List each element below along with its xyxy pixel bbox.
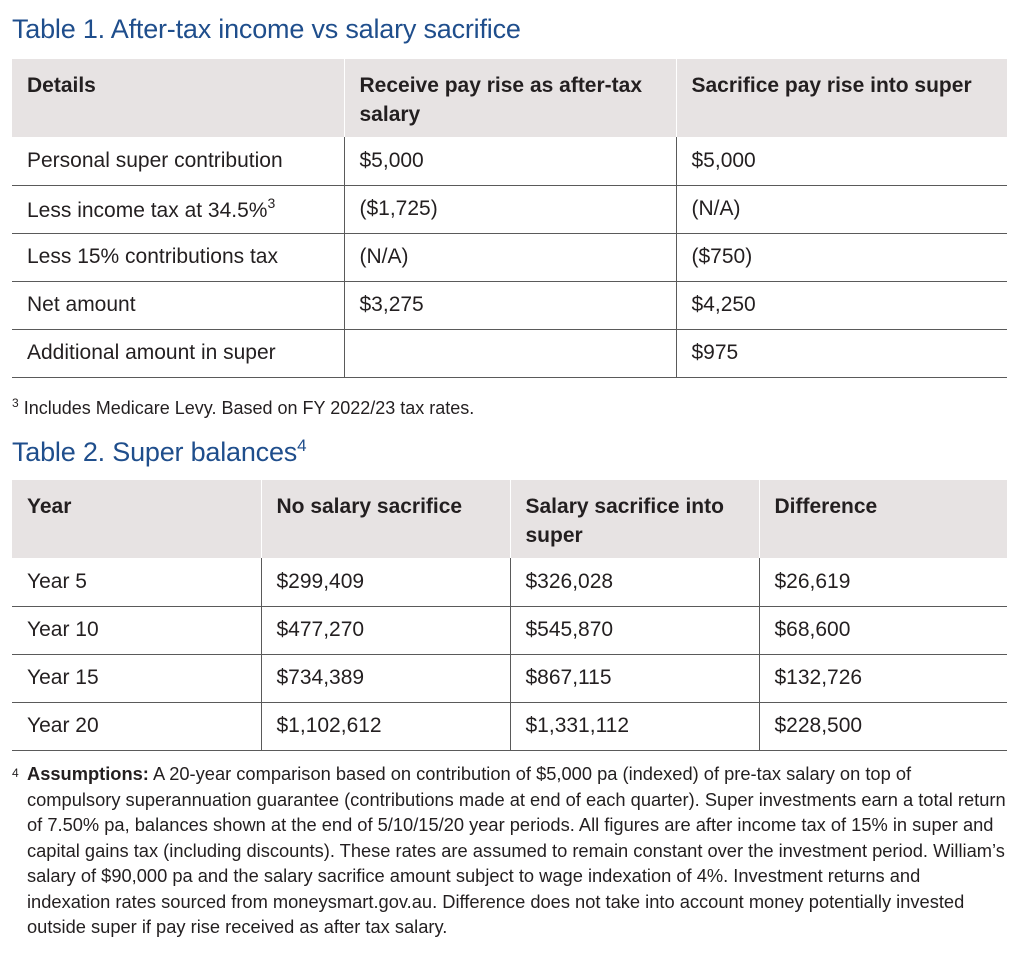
table-row [12,233,1007,281]
assumptions-text: A 20-year comparison based on contribution of $5,000 pa (indexed) of pre-tax salary on top of compulsory superannuation guarantee (contributions made at end of each quarter). Super investments earn a total return of 7.50% pa, balances shown at the end of 5/10/15/20 year periods. All figures are after income tax of 15% in super and capital gains tax (including discounts). These rates are assumed to remain constant over the investment period. William’s salary of $90,000 pa and the salary sacrifice amount subject to wage indexation of 4%. Investment returns and indexation rates sourced from moneysmart.gov.au. Difference does not take into account money potentially invested outside super if pay rise received as after tax salary. [27,763,1006,937]
table-cell: $326,028 [510,558,759,606]
table2-header-row [12,480,1007,558]
table1 [12,59,1007,378]
table-cell: $26,619 [759,558,1007,606]
table-cell: Personal super contribution [12,137,344,185]
table-cell: $228,500 [759,702,1007,750]
table1-header-sacrifice: Sacrifice pay rise into super [676,59,1007,137]
table-cell: Less 15% contributions tax [12,233,344,281]
table-cell: $3,275 [344,281,676,329]
table-cell: $545,870 [510,606,759,654]
table2-header-difference: Difference [759,480,1007,558]
footnote-marker: 4 [297,436,307,455]
table-cell: $1,102,612 [261,702,510,750]
table-cell: $132,726 [759,654,1007,702]
table-cell: Year 15 [12,654,261,702]
footnote-3-text: Includes Medicare Levy. Based on FY 2022/23 tax rates. [23,398,475,418]
table2-header-no-sacrifice: No salary sacrifice [261,480,510,558]
table-row [12,185,1007,233]
table-cell: $477,270 [261,606,510,654]
table-cell: ($750) [676,233,1007,281]
table-cell: $5,000 [344,137,676,185]
table-cell: $975 [676,329,1007,377]
table-cell: $68,600 [759,606,1007,654]
table1-title: Table 1. After-tax income vs salary sacrifice [12,14,521,44]
table-cell: $299,409 [261,558,510,606]
footnote-marker: 3 [267,195,276,211]
footnote-marker: 3 [12,396,19,410]
table-row [12,329,1007,377]
table-cell: $867,115 [510,654,759,702]
footnote-4-text [27,761,1008,940]
table1-header-details: Details [12,59,344,137]
table-row [12,281,1007,329]
table-cell: $4,250 [676,281,1007,329]
table-cell: $1,331,112 [510,702,759,750]
table-cell [344,329,676,377]
footnote-marker: 4 [12,766,19,780]
table-cell: ($1,725) [344,185,676,233]
table1-header-row [12,59,1007,137]
table2-header-year: Year [12,480,261,558]
assumptions-label: Assumptions: [27,763,149,784]
table-row [12,137,1007,185]
footnote-3 [12,396,474,419]
table1-header-after-tax: Receive pay rise as after-tax salary [344,59,676,137]
table-cell: (N/A) [344,233,676,281]
table-cell: Net amount [12,281,344,329]
table2 [12,480,1007,751]
table-cell: Less income tax at 34.5%$^3$ [12,185,344,233]
footnote-4 [12,761,1008,940]
table-cell: Year 5 [12,558,261,606]
table-cell: (N/A) [676,185,1007,233]
table-cell: $5,000 [676,137,1007,185]
table-cell: Additional amount in super [12,329,344,377]
table-cell: Year 20 [12,702,261,750]
table-cell: $734,389 [261,654,510,702]
table-cell: Year 10 [12,606,261,654]
table2-title: Table 2. Super balances$^4$ [12,436,307,467]
table-row [12,654,1007,702]
table-row [12,558,1007,606]
table-row [12,702,1007,750]
table2-header-sacrifice: Salary sacrifice into super [510,480,759,558]
table-row [12,606,1007,654]
